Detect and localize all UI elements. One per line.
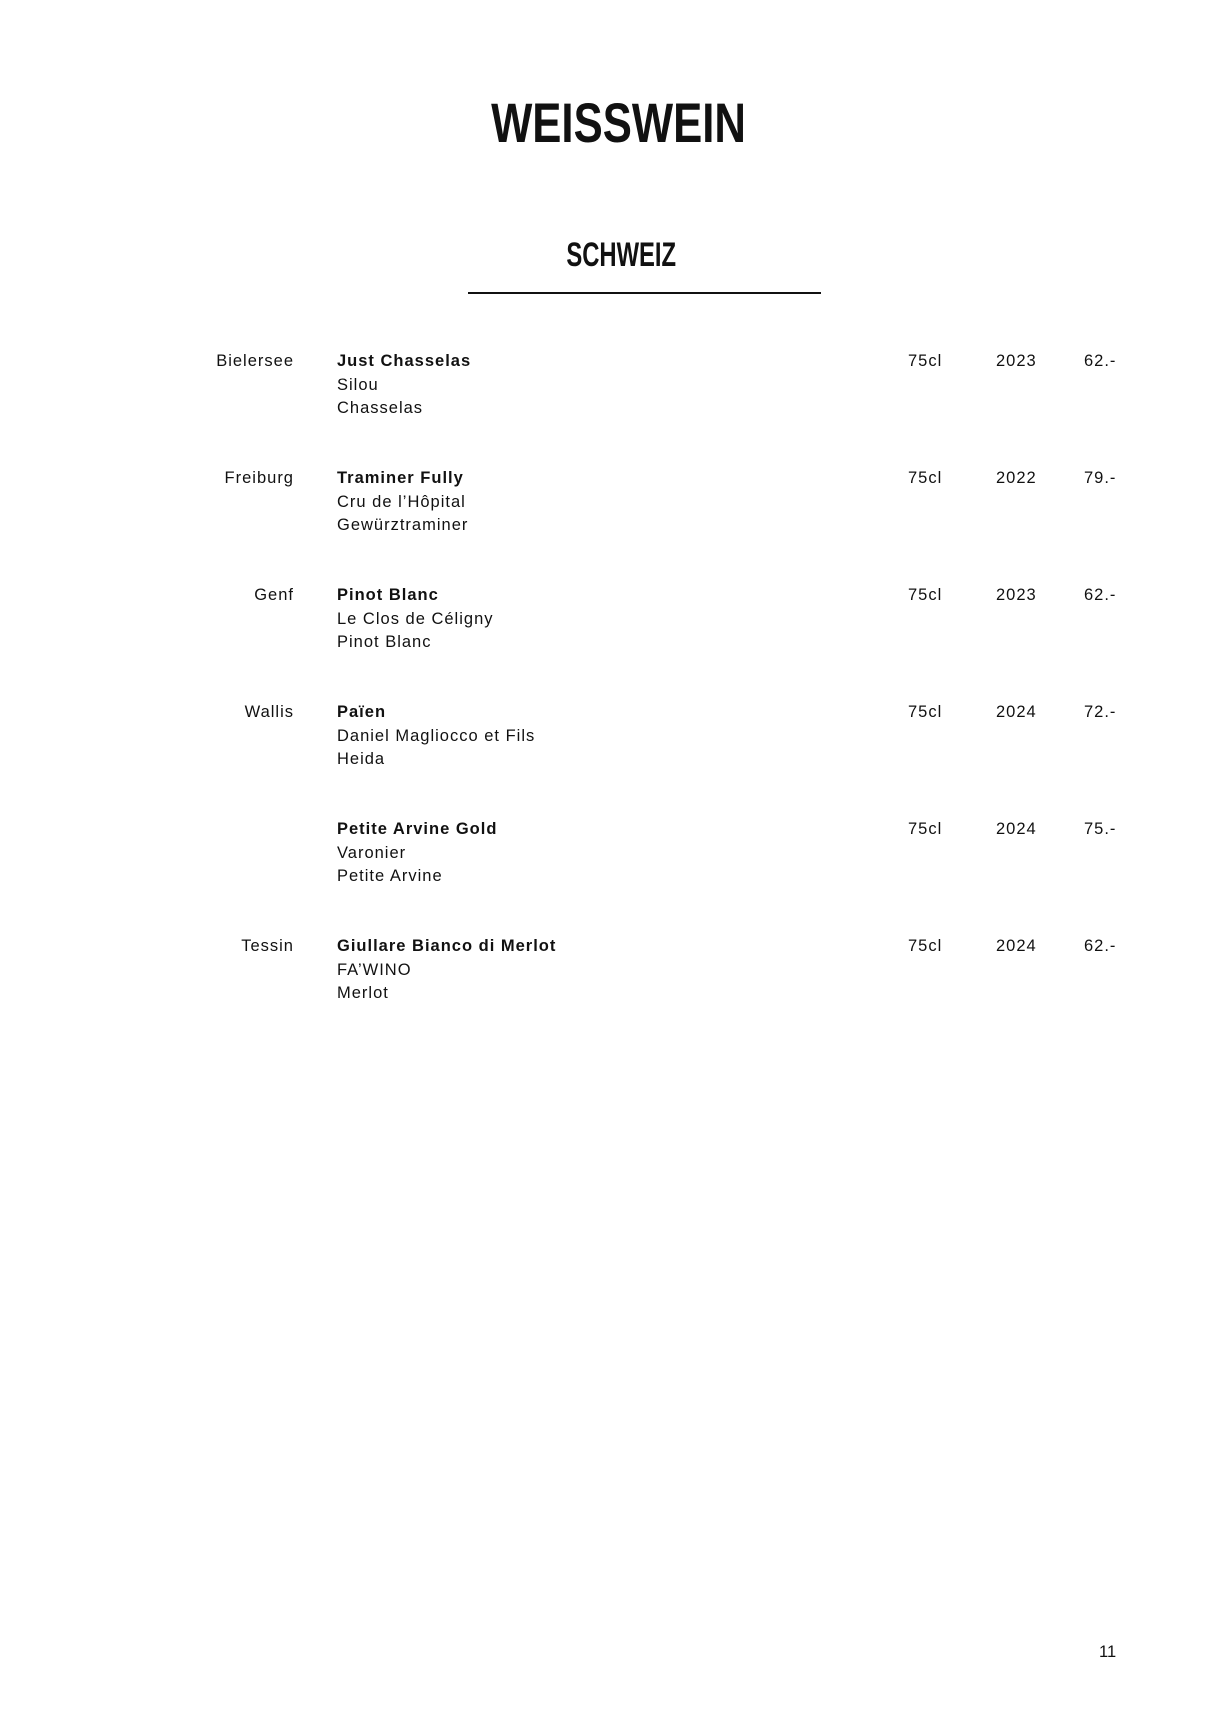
wine-name: Païen	[337, 703, 387, 721]
wine-size: 75cl	[908, 469, 943, 487]
wine-region: Genf	[254, 586, 294, 604]
wine-size: 75cl	[908, 937, 943, 955]
wine-info	[337, 935, 556, 1006]
wine-row	[0, 584, 1222, 664]
wine-vintage: 2024	[996, 820, 1037, 838]
page-number: 11	[1099, 1643, 1117, 1661]
wine-row	[0, 350, 1222, 430]
wine-name: Pinot Blanc	[337, 586, 439, 604]
wine-region: Bielersee	[216, 352, 294, 370]
wine-price: 75.-	[1084, 820, 1117, 838]
wine-name: Traminer Fully	[337, 469, 464, 487]
wine-producer: Cru de l’Hôpital	[337, 492, 466, 511]
wine-size: 75cl	[908, 703, 943, 721]
wine-row	[0, 935, 1222, 1015]
wine-info	[337, 818, 497, 889]
wine-grape: Chasselas	[337, 399, 424, 417]
wine-size: 75cl	[908, 586, 943, 604]
wine-producer: Daniel Magliocco et Fils	[337, 726, 536, 745]
wine-grape: Merlot	[337, 984, 389, 1002]
wine-price: 62.-	[1084, 937, 1117, 955]
wine-producer: FA’WINO	[337, 960, 412, 979]
wine-region: Tessin	[241, 937, 294, 955]
wine-info	[337, 350, 471, 421]
section-divider	[468, 292, 821, 294]
section-title: SCHWEIZ	[566, 236, 677, 274]
wine-row	[0, 467, 1222, 547]
wine-grape: Heida	[337, 750, 386, 768]
wine-size: 75cl	[908, 820, 943, 838]
wine-vintage: 2023	[996, 586, 1037, 604]
wine-info	[337, 701, 535, 772]
wine-info	[337, 584, 494, 655]
wine-price: 79.-	[1084, 469, 1117, 487]
wine-producer: Silou	[337, 375, 379, 394]
wine-price: 62.-	[1084, 586, 1117, 604]
page-title: WEISSWEIN	[491, 91, 746, 154]
wine-name: Petite Arvine Gold	[337, 820, 498, 838]
wine-name: Just Chasselas	[337, 352, 472, 370]
wine-size: 75cl	[908, 352, 943, 370]
wine-info	[337, 467, 468, 538]
wine-row	[0, 701, 1222, 781]
wine-producer: Varonier	[337, 843, 407, 862]
wine-grape: Petite Arvine	[337, 867, 443, 885]
wine-vintage: 2022	[996, 469, 1037, 487]
wine-price: 72.-	[1084, 703, 1117, 721]
wine-price: 62.-	[1084, 352, 1117, 370]
wine-region: Freiburg	[224, 469, 294, 487]
wine-vintage: 2024	[996, 937, 1037, 955]
wine-producer: Le Clos de Céligny	[337, 609, 494, 628]
wine-row	[0, 818, 1222, 898]
wine-name: Giullare Bianco di Merlot	[337, 937, 557, 955]
wine-grape: Pinot Blanc	[337, 633, 432, 651]
wine-region: Wallis	[244, 703, 294, 721]
wine-vintage: 2024	[996, 703, 1037, 721]
wine-vintage: 2023	[996, 352, 1037, 370]
wine-grape: Gewürztraminer	[337, 516, 469, 534]
